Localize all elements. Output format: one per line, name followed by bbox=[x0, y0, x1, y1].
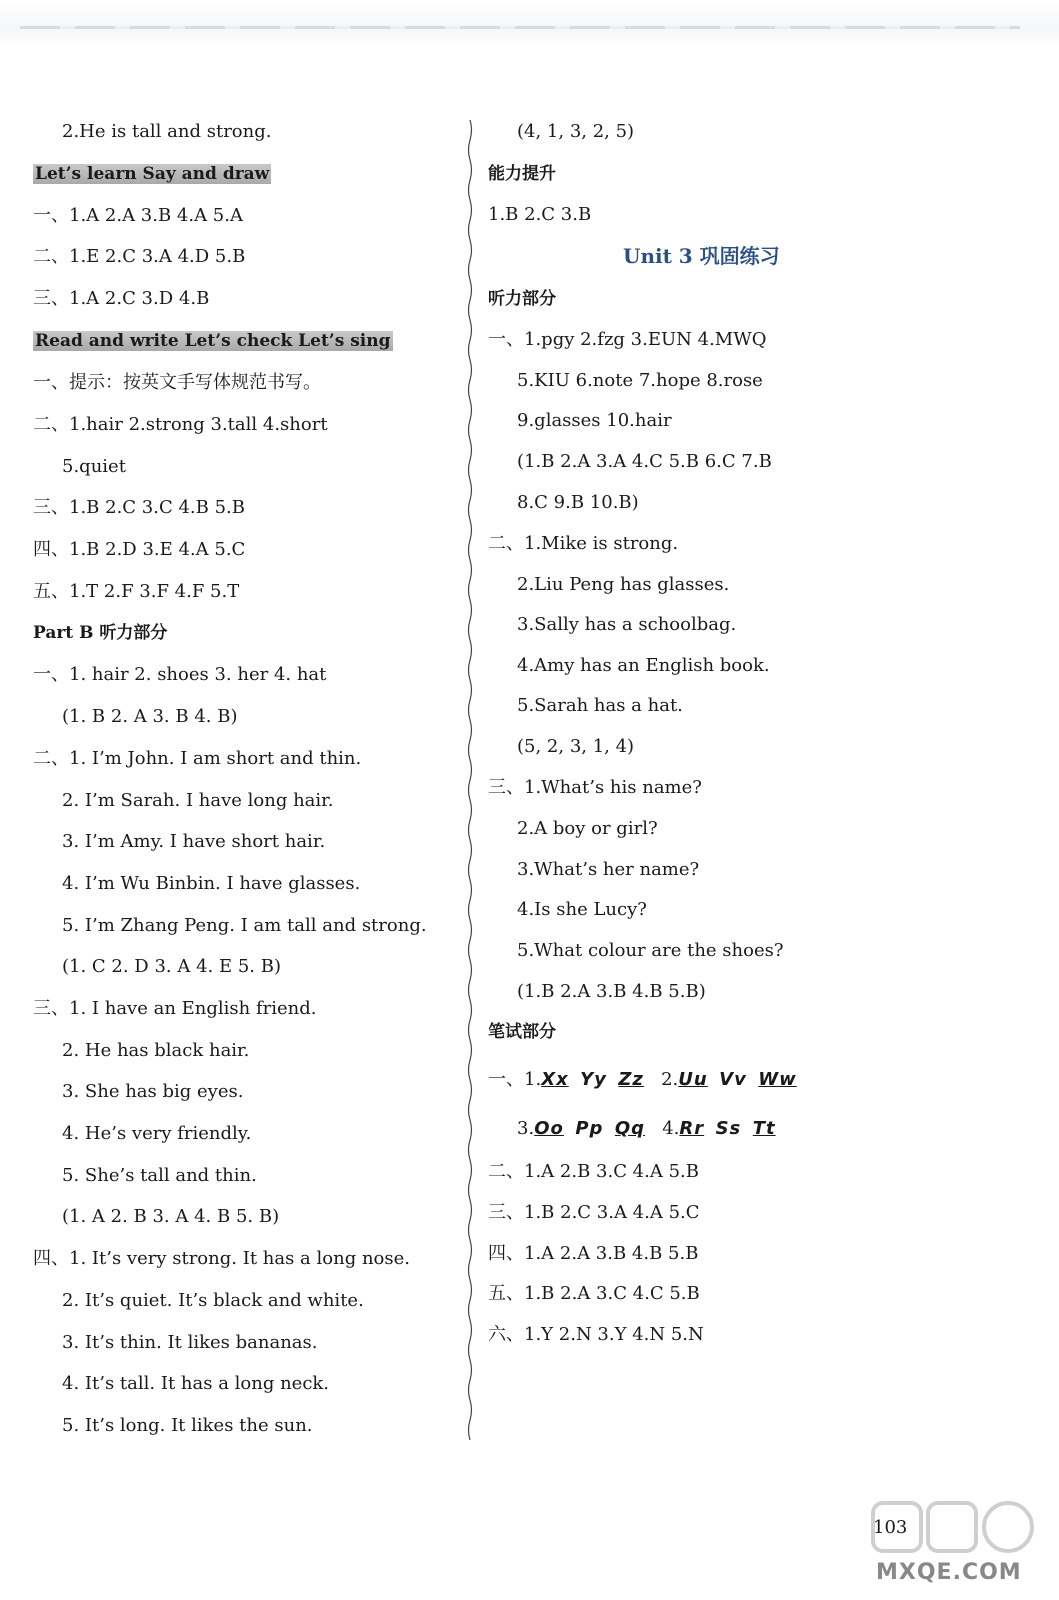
answer-line: 5.What colour are the shoes? bbox=[517, 940, 784, 961]
answer-line: 9.glasses 10.hair bbox=[517, 410, 672, 431]
answer-line: 四、1.A 2.A 3.B 4.B 5.B bbox=[488, 1243, 699, 1264]
answer-line: 5.quiet bbox=[62, 456, 126, 477]
answer-line: 二、1.Mike is strong. bbox=[488, 533, 679, 554]
answer-line: (1.B 2.A 3.A 4.C 5.B 6.C 7.B bbox=[517, 451, 772, 472]
answer-line: 8.C 9.B 10.B) bbox=[517, 492, 639, 513]
answer-line: 4.Amy has an English book. bbox=[517, 655, 770, 676]
answer-line: 二、1.hair 2.strong 3.tall 4.short bbox=[33, 414, 328, 435]
answer-line: (1.B 2.A 3.B 4.B 5.B) bbox=[517, 981, 706, 1002]
answer-line: 5. She’s tall and thin. bbox=[62, 1165, 257, 1186]
answer-line: 2. I’m Sarah. I have long hair. bbox=[62, 790, 334, 811]
answer-line: 一、提示：按英文手写体规范书写。 bbox=[33, 372, 321, 393]
handwritten-letters: Zz bbox=[618, 1069, 644, 1090]
answer-line: 2.He is tall and strong. bbox=[62, 121, 272, 142]
section-heading bbox=[33, 162, 271, 186]
answer-line: 2. It’s quiet. It’s black and white. bbox=[62, 1290, 364, 1311]
answer-line: (4, 1, 3, 2, 5) bbox=[517, 121, 635, 142]
answer-line: 二、1. I’m John. I am short and thin. bbox=[33, 748, 362, 769]
answer-line: 三、1.A 2.C 3.D 4.B bbox=[33, 288, 210, 309]
answer-line: 三、1. I have an English friend. bbox=[33, 998, 317, 1019]
answer-line: 3. It’s thin. It likes bananas. bbox=[62, 1332, 318, 1353]
answer-line: 3. I’m Amy. I have short hair. bbox=[62, 831, 326, 852]
answer-line: 2.Liu Peng has glasses. bbox=[517, 574, 730, 595]
section-heading bbox=[33, 329, 393, 353]
page-top-edge bbox=[0, 0, 1059, 48]
answer-line: 三、1.B 2.C 3.A 4.A 5.C bbox=[488, 1202, 700, 1223]
answer-line: 五、1.T 2.F 3.F 4.F 5.T bbox=[33, 581, 240, 602]
section-heading: Part B 听力部分 bbox=[33, 623, 168, 643]
answer-line: 六、1.Y 2.N 3.Y 4.N 5.N bbox=[488, 1324, 704, 1345]
answer-line: 一、1. hair 2. shoes 3. her 4. hat bbox=[33, 664, 327, 685]
unit-title: Unit 3 巩固练习 bbox=[623, 244, 780, 268]
answer-line: 一、1.pgy 2.fzg 3.EUN 4.MWQ bbox=[488, 329, 767, 350]
answer-line: 4. It’s tall. It has a long neck. bbox=[62, 1373, 330, 1394]
handwritten-letters: Uu bbox=[678, 1069, 708, 1090]
answer-line: 1.B 2.C 3.B bbox=[488, 204, 592, 225]
section-heading-text: Read and write Let’s check Let’s sing bbox=[35, 331, 391, 351]
answer-line: 4. He’s very friendly. bbox=[62, 1123, 252, 1144]
item-number: 3. bbox=[517, 1118, 535, 1139]
answer-line: 一、1.A 2.A 3.B 4.A 5.A bbox=[33, 205, 243, 226]
item-number: 4. bbox=[662, 1118, 680, 1139]
answer-line: 5.Sarah has a hat. bbox=[517, 695, 683, 716]
answer-line: 四、1. It’s very strong. It has a long nose. bbox=[33, 1248, 410, 1269]
handwritten-letters: Rr bbox=[679, 1118, 705, 1139]
answer-line: (1. C 2. D 3. A 4. E 5. B) bbox=[62, 956, 281, 977]
answer-line: 3.What’s her name? bbox=[517, 859, 700, 880]
answer-line: (1. A 2. B 3. A 4. B 5. B) bbox=[62, 1206, 280, 1227]
handwriting-line bbox=[517, 1117, 776, 1141]
handwritten-letters: Pp bbox=[575, 1118, 604, 1139]
column-divider bbox=[466, 120, 474, 1440]
handwritten-letters: Tt bbox=[752, 1118, 776, 1139]
answer-line: (5, 2, 3, 1, 4) bbox=[517, 736, 635, 757]
answer-line: 3.Sally has a schoolbag. bbox=[517, 614, 737, 635]
answer-line: 4.Is she Lucy? bbox=[517, 899, 647, 920]
answer-line: 三、1.What’s his name? bbox=[488, 777, 702, 798]
answer-line: (1. B 2. A 3. B 4. B) bbox=[62, 706, 238, 727]
page-number: 103 bbox=[873, 1517, 908, 1538]
answer-line: 二、1.A 2.B 3.C 4.A 5.B bbox=[488, 1161, 699, 1182]
handwritten-letters: Oo bbox=[534, 1118, 564, 1139]
handwritten-letters: Yy bbox=[580, 1069, 607, 1090]
handwritten-letters: Xx bbox=[541, 1069, 569, 1090]
section-heading-text: Let’s learn Say and draw bbox=[35, 164, 270, 184]
handwritten-letters: Ww bbox=[758, 1069, 797, 1090]
watermark-text: MXQE.COM bbox=[876, 1560, 1022, 1585]
top-edge-line bbox=[20, 26, 1020, 29]
handwritten-letters: Vv bbox=[719, 1069, 747, 1090]
answer-line: 4. I’m Wu Binbin. I have glasses. bbox=[62, 873, 361, 894]
answer-line: 5. I’m Zhang Peng. I am tall and strong. bbox=[62, 915, 427, 936]
answer-line: 2.A boy or girl? bbox=[517, 818, 658, 839]
section-heading: 听力部分 bbox=[488, 289, 556, 309]
answer-line: 2. He has black hair. bbox=[62, 1040, 250, 1061]
handwriting-line bbox=[488, 1068, 797, 1092]
answer-line: 二、1.E 2.C 3.A 4.D 5.B bbox=[33, 246, 246, 267]
section-heading: 笔试部分 bbox=[488, 1022, 556, 1042]
answer-line: 3. She has big eyes. bbox=[62, 1081, 244, 1102]
answer-line: 5.KIU 6.note 7.hope 8.rose bbox=[517, 370, 763, 391]
handwritten-letters: Qq bbox=[614, 1118, 646, 1139]
section-heading: 能力提升 bbox=[488, 164, 556, 184]
handwritten-letters: Ss bbox=[715, 1118, 742, 1139]
item-number: 一、1. bbox=[488, 1069, 542, 1090]
answer-line: 5. It’s long. It likes the sun. bbox=[62, 1415, 313, 1436]
answer-line: 四、1.B 2.D 3.E 4.A 5.C bbox=[33, 539, 246, 560]
answer-line: 三、1.B 2.C 3.C 4.B 5.B bbox=[33, 497, 245, 518]
item-number: 2. bbox=[661, 1069, 679, 1090]
answer-line: 五、1.B 2.A 3.C 4.C 5.B bbox=[488, 1283, 700, 1304]
